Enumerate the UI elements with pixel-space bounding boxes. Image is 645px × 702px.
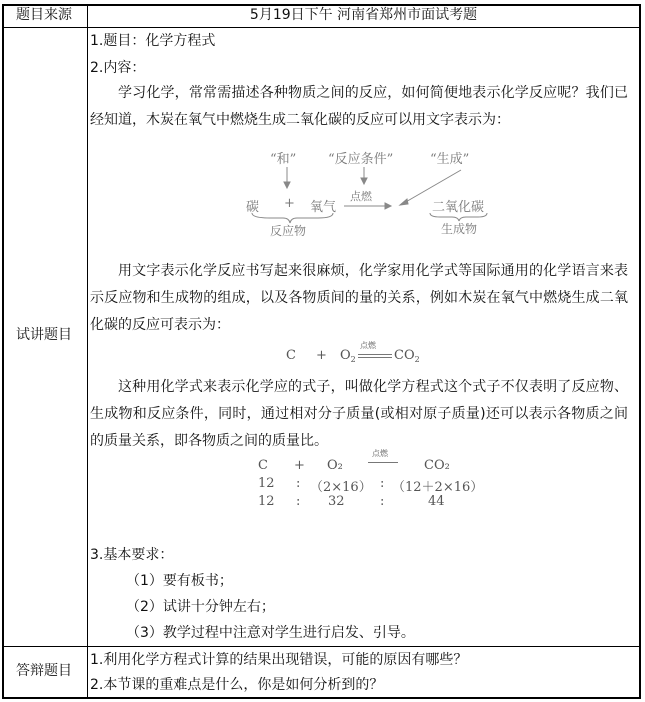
ratio-row2-colon2: : (380, 476, 385, 491)
ratio-plus: + (294, 458, 305, 473)
products-label: 生成物 (441, 222, 478, 236)
requirement-item: （1）要有板书； (126, 573, 233, 589)
ratio-condition: 点燃 (372, 449, 388, 458)
defense-question: 2.本节课的重难点是什么，你是如何分析到的？ (90, 677, 384, 693)
ratio-o2: O₂ (327, 458, 343, 473)
requirement-item: （2）试讲十分钟左右； (126, 599, 275, 615)
reactant-oxygen: 氧气 (310, 200, 337, 215)
source-label: 题目来源 (16, 7, 72, 23)
ratio-row3-c: 12 (258, 494, 275, 509)
paragraph-2: 用文字表示化学反应书写起来很麻烦，化学家用化学式等国际通用的化学语言来表示反应物和生成物的组成，以及各物质间的量的关系，例如木炭在氧气中燃烧生成二氧化碳的反应可表示为： (90, 263, 628, 333)
ratio-row3-colon2: : (380, 494, 385, 509)
lecture-label: 试讲题目 (16, 327, 72, 343)
defense-question: 1.利用化学方程式计算的结果出现错误，可能的原因有哪些？ (90, 652, 468, 668)
ratio-row3-co2: 44 (428, 494, 445, 509)
eq-plus: + (316, 348, 327, 363)
eq-condition: 点燃 (360, 341, 376, 350)
arrow-produce-head (400, 199, 408, 205)
eq-carbon: C (286, 348, 296, 363)
label-produce: “生成” (430, 152, 470, 167)
ratio-row2-o2: （2×16） (310, 480, 372, 495)
eq-double-line-bottom (358, 357, 392, 358)
requirements-heading: 3.基本要求： (90, 547, 174, 563)
eq-oxygen: $O_2$ (340, 348, 356, 364)
reactant-carbon: 碳 (246, 200, 260, 215)
plus-sign: + (284, 196, 295, 211)
ratio-c: C (258, 458, 268, 473)
arrow-condition-head (361, 178, 367, 184)
paragraph-1: 学习化学，常常需描述各种物质之间的反应，如何简便地表示化学反应呢？我们已经知道，木炭在氧气中燃烧生成二氧化碳的反应可以用文字表示为： (90, 85, 628, 128)
ratio-row2-c: 12 (258, 476, 275, 491)
eq-co2: $CO_2$ (394, 348, 420, 364)
label-condition: “反应条件” (328, 152, 394, 167)
defense-label: 答辩题目 (16, 663, 72, 679)
ratio-row3-colon: : (296, 494, 301, 509)
condition-ignite: 点燃 (350, 190, 372, 203)
ratio-co2: CO₂ (424, 458, 450, 473)
source-value: 5月19日下午 河南省郑州市面试考题 (249, 7, 478, 23)
ratio-row3-o2: 32 (328, 494, 345, 509)
requirement-item: （3）教学过程中注意对学生进行启发、引导。 (126, 625, 415, 641)
label-and: “和” (270, 152, 297, 167)
lecture-topic: 1.题目：化学方程式 (90, 33, 216, 49)
ratio-row2-colon: : (296, 476, 301, 491)
reactants-label: 反应物 (270, 224, 307, 238)
content-heading: 2.内容： (90, 60, 146, 76)
arrow-and-head (284, 182, 290, 188)
product-co2: 二氧化碳 (432, 200, 485, 215)
paragraph-3: 这种用化学式来表示化学应的式子，叫做化学方程式这个式子不仅表明了反应物、生成物和反应条件，同时，通过相对分子质量(或相对原子质量)还可以表示各物质之间的质量关系，即各物质之间的质量比。 (90, 379, 628, 449)
arrow-main-head (385, 203, 391, 209)
eq-double-line-top (358, 354, 392, 355)
ratio-double-line (368, 462, 398, 463)
ratio-row2-co2: （12＋2×16） (392, 480, 484, 495)
